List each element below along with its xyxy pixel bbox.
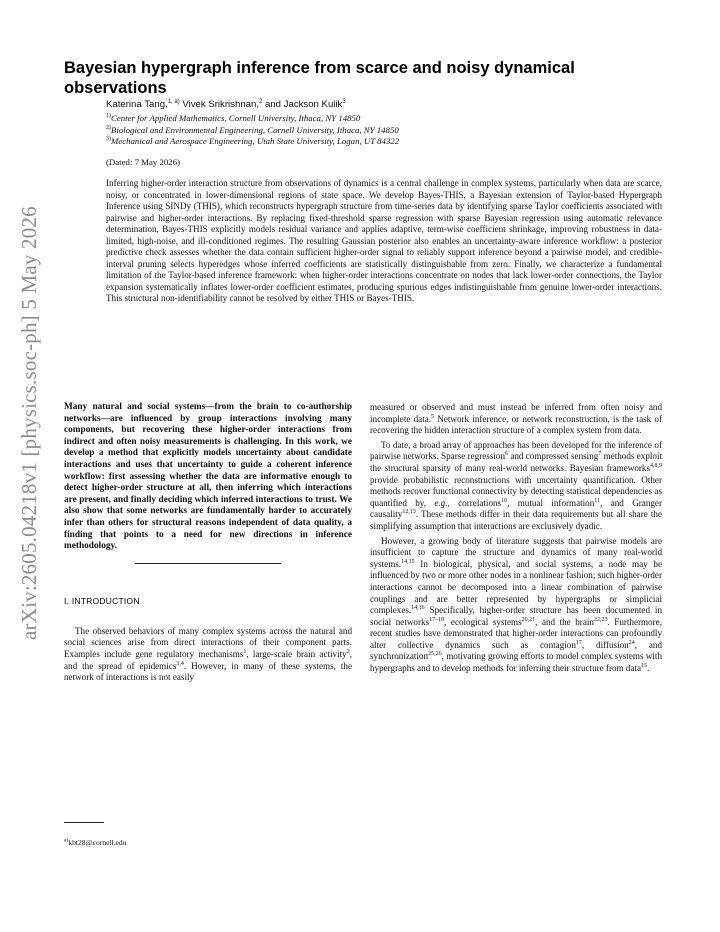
section-heading: I. INTRODUCTION	[64, 595, 140, 606]
right-column	[370, 402, 662, 675]
left-column	[64, 402, 352, 684]
citation: 24	[628, 639, 635, 646]
significance-summary: Many natural and social systems—from the brain to co-authorship networks—are influenced by group interactions involving many components, but recovering these higher-order interactions from indirect and often noisy measurements is challenging. In this work, we develop a method that explicitly models uncertainty about candidate interactions and uses that uncertainty to guide a coherent inference workflow: first assessing whether the data are informative enough to detect higher-order structure at all, then inferring which interactions are present, and finally deciding which inferred interactions to trust. We also show that some networks are fundamentally harder to accurately infer than others for structural reasons independent of data quality, a finding that points to a need for new directions in inference methodology.	[64, 402, 352, 552]
author-name: and Jackson Kulik	[262, 99, 343, 110]
intro-paragraph: measured or observed and must instead be inferred from often noisy and incomplete data.$^5$ Network inference, or network reconstruction, is the task of recovering the hidden interaction structure of a complex system from data.	[370, 402, 662, 436]
footnote-email: kbt28@cornell.edu	[68, 838, 127, 847]
citation: 1	[243, 648, 247, 655]
intro-paragraph: The observed behaviors of many complex systems across the natural and social sciences arise from direct interactions of their component parts. Examples include gene regulatory mechanisms$^1$, large-scale brain activity$^2$, and the spread of epidemics$^{3,4}$. However, in many of these systems, the network of interactions is not easily	[64, 625, 352, 683]
citation: 25,26	[428, 651, 442, 658]
affiliation-number: 2)	[106, 124, 111, 131]
affiliation-text: Mechanical and Aerospace Engineering, Utah State University, Logan, UT 84322	[111, 136, 400, 147]
citation: 6	[505, 451, 508, 458]
affiliation-text: Center for Applied Mathematics, Cornell University, Ithaca, NY 14850	[111, 113, 361, 123]
author-affiliation-mark: 1, a)	[167, 98, 180, 105]
arxiv-identifier-stamp: arXiv:2605.04218v1 [physics.soc-ph] 5 May 2026	[17, 206, 41, 640]
affiliation-line	[106, 125, 399, 137]
citation: 14,15	[401, 558, 415, 565]
citation: 14,16	[411, 605, 425, 612]
paper-title: Bayesian hypergraph inference from scarce and noisy dynamical observations	[64, 59, 575, 97]
affiliation-number: 1)	[106, 113, 111, 120]
author-affiliation-mark: 3	[342, 98, 346, 105]
intro-paragraph: To date, a broad array of approaches has been developed for the inference of pairwise networks. Sparse regression$^6$ and compressed sensing$^7$ methods exploit the structural sparsity of many real-world networks. Bayesian frameworks$^{4,8,9}$ provide probabilistic reconstructions with uncertainty quantification. Other methods recover functional connectivity by detecting statistical dependencies as quantified by, e.g., correlations$^{10}$, mutual information$^{11}$, and Granger causality$^{12,13}$. These methods differ in their data requirements but all share the simplifying assumption that interactions are exclusively dyadic.	[370, 439, 663, 531]
citation: 22,23	[593, 616, 608, 623]
citation: 2	[346, 648, 350, 655]
citation: 12,13	[402, 509, 416, 516]
affiliation-number: 3)	[106, 136, 111, 143]
citation: 17	[575, 639, 582, 646]
corresponding-author-footnote	[64, 838, 127, 847]
citation: 17–19	[429, 616, 445, 623]
footnote-divider	[64, 822, 104, 823]
intro-paragraph: However, a growing body of literature suggests that pairwise models are insufficient to capture the structure and dynamics of many real-world systems.$^{14,15}$ In biological, physical, and social systems, a node may be influenced by two or more other nodes in a nonlinear fashion; such higher-order interactions cannot be decomposed into a linear combination of pairwise couplings and are better represented by hypergraphs or simplicial complexes.$^{14,16}$ Specifically, higher-order structure has been documented in social networks$^{17-19}$, ecological systems$^{20,21}$, and the brain$^{22,23}$. Furthermore, recent studies have demonstrated that higher-order interactions can profoundly alter collective dynamics such as contagion$^{17}$, diffusion$^{24}$, and synchronization$^{25,26}$, motivating growing efforts to model complex systems with hypergraphs and to develop methods for inferring their structure from data$^{15}$.	[370, 535, 662, 674]
affiliation-line	[106, 113, 399, 125]
footnote-mark: a)	[64, 837, 69, 844]
summary-divider	[135, 563, 281, 564]
citation: 10	[501, 497, 508, 504]
affiliation-list	[106, 113, 399, 148]
author-name: Vivek Srikrishnan,	[179, 99, 259, 110]
author-list	[106, 99, 346, 110]
dated-line: (Dated: 7 May 2026)	[106, 157, 181, 167]
citation: 3,4	[176, 660, 184, 667]
affiliation-line	[106, 136, 399, 148]
citation: 20,21	[521, 616, 536, 623]
author-name: Katerina Tang,	[106, 99, 168, 110]
citation: 11	[594, 497, 601, 504]
author-affiliation-mark: 2	[259, 98, 263, 105]
citation: 4,8,9	[650, 462, 662, 469]
citation: 5	[431, 413, 435, 420]
abstract: Inferring higher-order interaction structure from observations of dynamics is a central challenge in complex systems, particularly when data are scarce, noisy, or concentrated in lower-dimensional regions of state space. We develop Bayes-THIS, a Bayesian extension of Taylor-based Hypergraph Inference using SINDy (THIS), which reconstructs hypergraph structure from time-series data by identifying sparse Taylor coefficients associated with pairwise and higher-order interactions. By replacing fixed-threshold sparse regression with sparse Bayesian regression using automatic relevance determination, Bayes-THIS explicitly models residual variance and applies adaptive, term-wise coefficient shrinkage, improving robustness in data-limited, high-noise, and ill-conditioned regimes. The resulting Gaussian posterior also enables an uncertainty-aware inference workflow: a posterior predictive check assesses whether the data contain sufficient higher-order signal to reliably support inference beyond a pairwise model, and credible-interval pruning selects hyperedges whose inferred coefficients are statistically distinguishable from zero. Finally, we characterize a fundamental limitation of the Taylor-based inference framework: when higher-order interactions concentrate on nodes that lack lower-order connections, the Taylor expansion systematically inflates lower-order coefficient estimates, producing spurious edges indistinguishable from genuine lower-order interactions. This structural non-identifiability cannot be resolved by either THIS or Bayes-THIS.	[106, 178, 662, 304]
affiliation-text: Biological and Environmental Engineering, Cornell University, Ithaca, NY 14850	[111, 124, 399, 135]
citation: 7	[598, 451, 602, 458]
citation: 15	[641, 663, 648, 670]
